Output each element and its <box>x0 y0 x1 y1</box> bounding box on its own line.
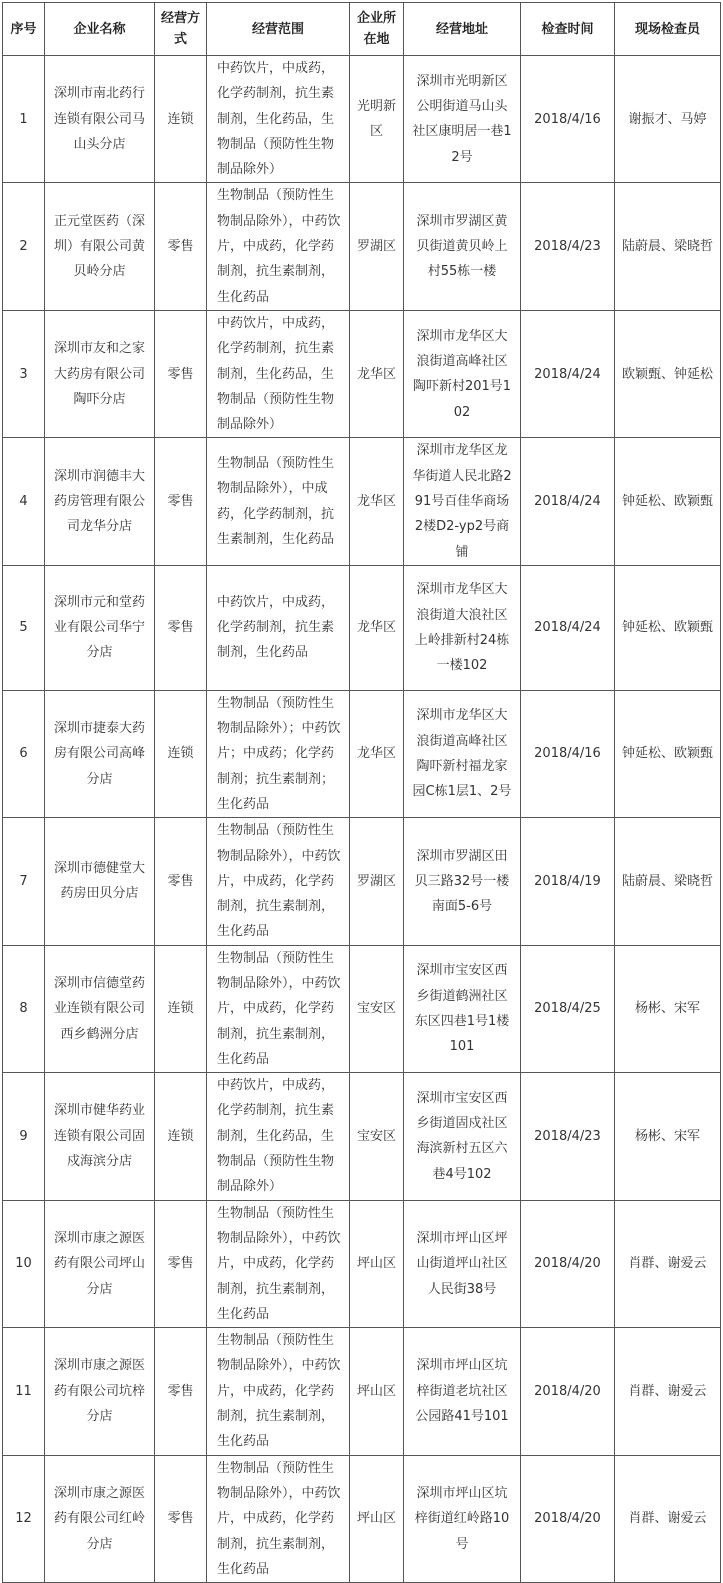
cell-company-name: 深圳市友和之家大药房有限公司陶吓分店 <box>45 310 155 437</box>
cell-address: 深圳市坪山区坪山街道坪山社区人民街38号 <box>404 1200 521 1327</box>
header-no: 序号 <box>3 3 45 56</box>
cell-inspection-date: 2018/4/23 <box>521 183 615 310</box>
cell-address: 深圳市龙华区大浪街道大浪社区上岭排新村24栋一楼102 <box>404 565 521 690</box>
cell-address: 深圳市罗湖区田贝三路32号一楼南面5-6号 <box>404 818 521 945</box>
cell-company-name: 深圳市康之源医药有限公司坪山分店 <box>45 1200 155 1327</box>
cell-address: 深圳市龙华区大浪街道高峰社区陶吓新村201号102 <box>404 310 521 437</box>
cell-business-scope: 中药饮片，中成药，化学药制剂，抗生素制剂，生化药品 <box>207 565 350 690</box>
table-row <box>3 310 721 437</box>
cell-business-scope: 中药饮片，中成药，化学药制剂，抗生素制剂，生化药品，生物制品（预防性生物制品除外） <box>207 310 350 437</box>
header-inspection-date: 检查时间 <box>521 3 615 56</box>
cell-no: 10 <box>3 1200 45 1327</box>
cell-district: 坪山区 <box>350 1200 404 1327</box>
cell-inspection-date: 2018/4/16 <box>521 690 615 817</box>
header-district: 企业所在地 <box>350 3 404 56</box>
cell-no: 5 <box>3 565 45 690</box>
table-row <box>3 818 721 945</box>
cell-business-scope: 生物制品（预防性生物制品除外），中药饮片，中成药，化学药制剂，抗生素制剂，生化药品 <box>207 1455 350 1582</box>
header-row <box>3 3 721 56</box>
cell-business-mode: 零售 <box>155 310 207 437</box>
cell-company-name: 深圳市康之源医药有限公司坑梓分店 <box>45 1328 155 1455</box>
cell-no: 2 <box>3 183 45 310</box>
cell-business-scope: 生物制品（预防性生物制品除外），中药饮片，中成药，化学药制剂，抗生素制剂，生化药品 <box>207 1200 350 1327</box>
cell-inspectors: 杨彬、宋军 <box>615 945 721 1072</box>
cell-business-mode: 连锁 <box>155 945 207 1072</box>
cell-no: 7 <box>3 818 45 945</box>
cell-business-scope: 生物制品（预防性生物制品除外），中药饮片，中成药，化学药制剂，抗生素制剂，生化药品 <box>207 183 350 310</box>
table-row <box>3 945 721 1072</box>
cell-inspection-date: 2018/4/20 <box>521 1200 615 1327</box>
cell-address: 深圳市宝安区西乡街道鹤洲社区东区四巷1号1楼101 <box>404 945 521 1072</box>
cell-inspectors: 钟延松、欧颖甄 <box>615 438 721 565</box>
cell-inspection-date: 2018/4/19 <box>521 818 615 945</box>
cell-company-name: 深圳市健华药业连锁有限公司固戍海滨分店 <box>45 1073 155 1200</box>
cell-inspectors: 肖群、谢爱云 <box>615 1200 721 1327</box>
cell-business-scope: 生物制品（预防性生物制品除外），中成药，化学药制剂，抗生素制剂，生化药品 <box>207 438 350 565</box>
cell-business-scope: 生物制品（预防性生物制品除外），中药饮片，中成药，化学药制剂，抗生素制剂，生化药品 <box>207 818 350 945</box>
cell-district: 龙华区 <box>350 565 404 690</box>
cell-district: 龙华区 <box>350 438 404 565</box>
inspection-table <box>2 2 721 1583</box>
cell-inspection-date: 2018/4/20 <box>521 1328 615 1455</box>
cell-district: 光明新区 <box>350 56 404 183</box>
cell-inspectors: 杨彬、宋军 <box>615 1073 721 1200</box>
cell-inspectors: 陆蔚晨、梁晓哲 <box>615 183 721 310</box>
cell-business-mode: 连锁 <box>155 690 207 817</box>
cell-address: 深圳市龙华区龙华街道人民北路291号百佳华商场2楼D2-yp2号商铺 <box>404 438 521 565</box>
header-business-scope: 经营范围 <box>207 3 350 56</box>
table-body <box>3 56 721 1583</box>
table-row <box>3 438 721 565</box>
cell-inspectors: 谢振才、马婷 <box>615 56 721 183</box>
cell-no: 11 <box>3 1328 45 1455</box>
cell-business-mode: 零售 <box>155 438 207 565</box>
cell-district: 宝安区 <box>350 1073 404 1200</box>
cell-company-name: 深圳市元和堂药业有限公司华宁分店 <box>45 565 155 690</box>
table-row <box>3 56 721 183</box>
cell-inspectors: 肖群、谢爱云 <box>615 1328 721 1455</box>
cell-business-mode: 零售 <box>155 1328 207 1455</box>
cell-business-mode: 零售 <box>155 818 207 945</box>
cell-address: 深圳市宝安区西乡街道固戍社区海滨新村五区六巷4号102 <box>404 1073 521 1200</box>
cell-inspection-date: 2018/4/20 <box>521 1455 615 1582</box>
table-row <box>3 690 721 817</box>
cell-district: 龙华区 <box>350 690 404 817</box>
table-row <box>3 1328 721 1455</box>
cell-no: 8 <box>3 945 45 1072</box>
cell-no: 12 <box>3 1455 45 1582</box>
table-row <box>3 1455 721 1582</box>
cell-inspection-date: 2018/4/24 <box>521 438 615 565</box>
cell-company-name: 深圳市南北药行连锁有限公司马山头分店 <box>45 56 155 183</box>
cell-no: 3 <box>3 310 45 437</box>
table-row <box>3 1073 721 1200</box>
cell-inspectors: 陆蔚晨、梁晓哲 <box>615 818 721 945</box>
cell-company-name: 深圳市捷泰大药房有限公司高峰分店 <box>45 690 155 817</box>
cell-company-name: 深圳市润德丰大药房管理有限公司龙华分店 <box>45 438 155 565</box>
table-row <box>3 565 721 690</box>
cell-inspectors: 欧颖甄、钟延松 <box>615 310 721 437</box>
header-business-mode: 经营方式 <box>155 3 207 56</box>
cell-business-scope: 生物制品（预防性生物制品除外），中药饮片，中成药，化学药制剂，抗生素制剂，生化药品 <box>207 945 350 1072</box>
cell-business-scope: 生物制品（预防性生物制品除外）；中药饮片；中成药；化学药制剂；抗生素制剂；生化药品 <box>207 690 350 817</box>
cell-inspection-date: 2018/4/25 <box>521 945 615 1072</box>
cell-address: 深圳市坪山区坑梓街道老坑社区公园路41号101 <box>404 1328 521 1455</box>
cell-business-mode: 零售 <box>155 183 207 310</box>
cell-no: 6 <box>3 690 45 817</box>
cell-district: 罗湖区 <box>350 183 404 310</box>
cell-company-name: 深圳市康之源医药有限公司红岭分店 <box>45 1455 155 1582</box>
cell-no: 1 <box>3 56 45 183</box>
cell-district: 坪山区 <box>350 1328 404 1455</box>
cell-district: 罗湖区 <box>350 818 404 945</box>
cell-address: 深圳市罗湖区黄贝街道黄贝岭上村55栋一楼 <box>404 183 521 310</box>
cell-inspectors: 钟延松、欧颖甄 <box>615 690 721 817</box>
cell-company-name: 深圳市德健堂大药房田贝分店 <box>45 818 155 945</box>
cell-inspectors: 肖群、谢爱云 <box>615 1455 721 1582</box>
table-row <box>3 183 721 310</box>
cell-business-mode: 连锁 <box>155 56 207 183</box>
cell-inspection-date: 2018/4/16 <box>521 56 615 183</box>
cell-business-mode: 零售 <box>155 565 207 690</box>
cell-no: 9 <box>3 1073 45 1200</box>
cell-inspection-date: 2018/4/24 <box>521 310 615 437</box>
cell-business-mode: 零售 <box>155 1200 207 1327</box>
cell-business-mode: 零售 <box>155 1455 207 1582</box>
cell-company-name: 深圳市信德堂药业连锁有限公司西乡鹤洲分店 <box>45 945 155 1072</box>
cell-address: 深圳市坪山区坑梓街道红岭路10号 <box>404 1455 521 1582</box>
header-address: 经营地址 <box>404 3 521 56</box>
cell-district: 宝安区 <box>350 945 404 1072</box>
cell-company-name: 正元堂医药（深圳）有限公司黄贝岭分店 <box>45 183 155 310</box>
cell-address: 深圳市龙华区大浪街道高峰社区陶吓新村福龙家园C栋1层1、2号 <box>404 690 521 817</box>
cell-business-scope: 中药饮片，中成药，化学药制剂，抗生素制剂，生化药品，生物制品（预防性生物制品除外） <box>207 56 350 183</box>
cell-business-scope: 中药饮片，中成药，化学药制剂，抗生素制剂，生化药品，生物制品（预防性生物制品除外） <box>207 1073 350 1200</box>
cell-district: 坪山区 <box>350 1455 404 1582</box>
cell-district: 龙华区 <box>350 310 404 437</box>
cell-business-scope: 生物制品（预防性生物制品除外），中药饮片，中成药，化学药制剂，抗生素制剂，生化药品 <box>207 1328 350 1455</box>
cell-inspection-date: 2018/4/23 <box>521 1073 615 1200</box>
cell-inspectors: 钟延松、欧颖甄 <box>615 565 721 690</box>
header-company-name: 企业名称 <box>45 3 155 56</box>
cell-business-mode: 连锁 <box>155 1073 207 1200</box>
table-row <box>3 1200 721 1327</box>
header-inspectors: 现场检查员 <box>615 3 721 56</box>
cell-address: 深圳市光明新区公明街道马山头社区康明居一巷12号 <box>404 56 521 183</box>
cell-inspection-date: 2018/4/24 <box>521 565 615 690</box>
cell-no: 4 <box>3 438 45 565</box>
